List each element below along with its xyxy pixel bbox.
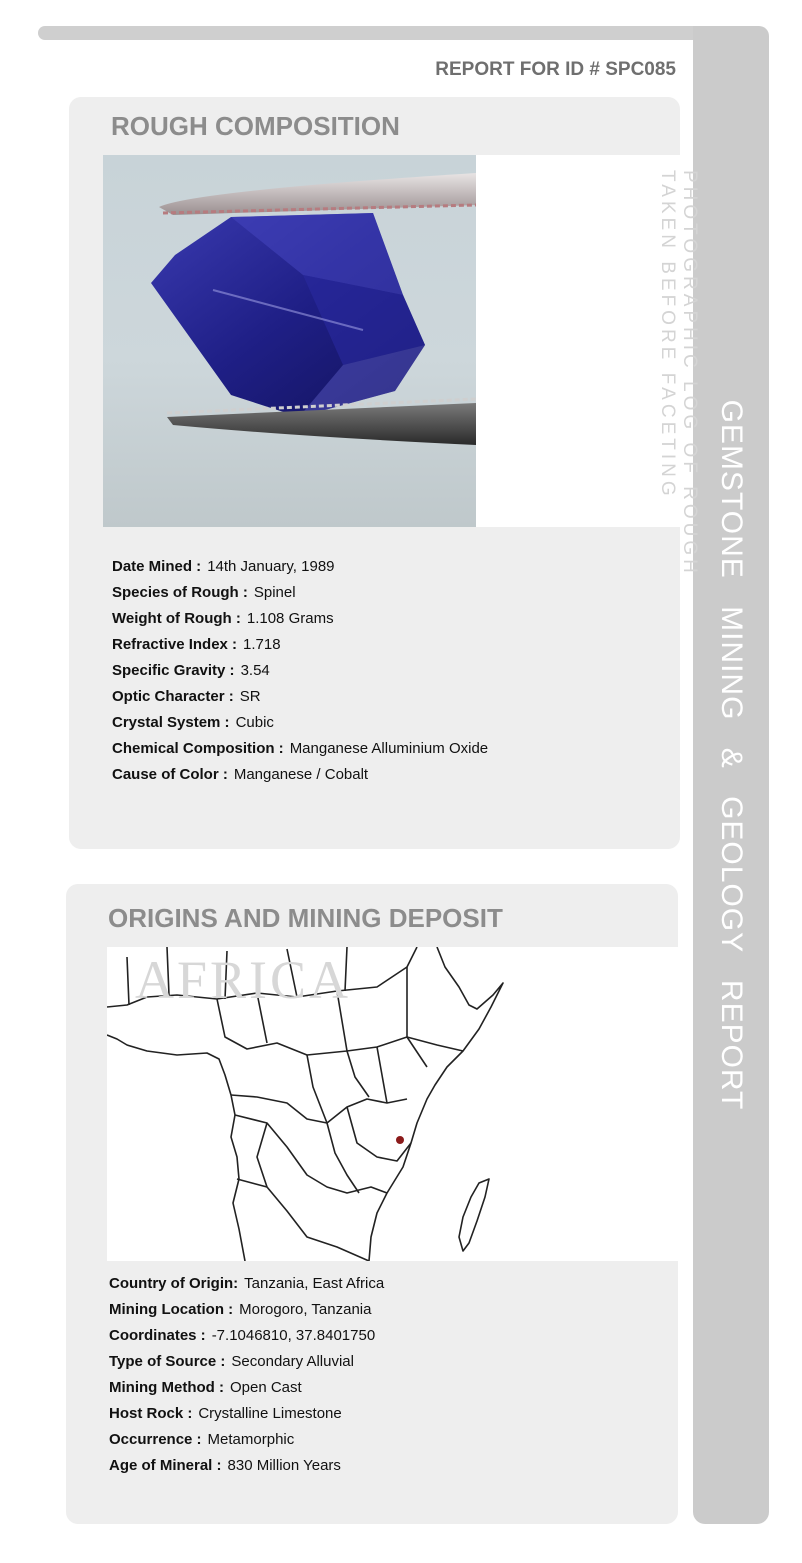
field-label: Specific Gravity : (112, 662, 235, 679)
field-host-rock (109, 1405, 384, 1431)
field-label: Host Rock : (109, 1405, 193, 1422)
field-optic-character (112, 688, 488, 714)
field-coordinates (109, 1327, 384, 1353)
field-value: Manganese Alluminium Oxide (289, 740, 489, 757)
gem-photo-illustration (103, 155, 476, 527)
rough-fields-list (112, 558, 488, 792)
report-id-label: REPORT FOR ID # SPC085 (435, 59, 676, 80)
rough-composition-panel (69, 97, 700, 849)
map-label: AFRICA (135, 950, 352, 1010)
field-value: Morogoro, Tanzania (239, 1301, 372, 1318)
field-occurrence (109, 1431, 384, 1457)
field-label: Species of Rough : (112, 584, 248, 601)
field-species (112, 584, 488, 610)
rough-gem-photo (103, 155, 476, 527)
field-value: 3.54 (240, 662, 270, 679)
field-value: 1.108 Grams (246, 610, 334, 627)
photo-caption: PHOTOGRAPHIC LOG OF ROUGH TAKEN BEFORE FACETING (657, 170, 700, 577)
field-label: Age of Mineral : (109, 1457, 222, 1474)
field-label: Occurrence : (109, 1431, 202, 1448)
field-refractive-index (112, 636, 488, 662)
origins-panel (66, 884, 678, 1524)
field-label: Chemical Composition : (112, 740, 284, 757)
field-label: Mining Location : (109, 1301, 234, 1318)
field-country-of-origin (109, 1275, 384, 1301)
field-cause-of-color (112, 766, 488, 792)
field-label: Date Mined : (112, 558, 202, 575)
field-chemical-composition (112, 740, 488, 766)
origins-title: ORIGINS AND MINING DEPOSIT (108, 903, 503, 933)
photo-caption-area (476, 155, 680, 527)
field-value: SR (239, 688, 261, 705)
field-label: Cause of Color : (112, 766, 228, 783)
mining-location-marker (396, 1136, 404, 1144)
field-value: Metamorphic (207, 1431, 295, 1448)
field-label: Country of Origin: (109, 1275, 239, 1292)
field-value: Crystalline Limestone (198, 1405, 342, 1422)
field-value: Spinel (253, 584, 296, 601)
field-crystal-system (112, 714, 488, 740)
side-title: GEMSTONE MINING & GEOLOGY REPORT (715, 399, 748, 1111)
field-value: Tanzania, East Africa (244, 1275, 385, 1292)
field-label: Mining Method : (109, 1379, 224, 1396)
field-age-of-mineral (109, 1457, 384, 1483)
field-date-mined (112, 558, 488, 584)
africa-map (107, 947, 678, 1261)
field-label: Coordinates : (109, 1327, 206, 1344)
field-value: Open Cast (229, 1379, 302, 1396)
field-type-of-source (109, 1353, 384, 1379)
top-header-bar (38, 26, 738, 40)
field-value: Manganese / Cobalt (233, 766, 369, 783)
field-label: Refractive Index : (112, 636, 238, 653)
field-weight (112, 610, 488, 636)
field-mining-method (109, 1379, 384, 1405)
field-value: Cubic (235, 714, 274, 731)
field-label: Weight of Rough : (112, 610, 241, 627)
field-label: Type of Source : (109, 1353, 226, 1370)
field-value: 1.718 (243, 636, 281, 653)
field-specific-gravity (112, 662, 488, 688)
field-label: Optic Character : (112, 688, 234, 705)
field-mining-location (109, 1301, 384, 1327)
field-value: 830 Million Years (227, 1457, 341, 1474)
field-value: 14th January, 1989 (207, 558, 335, 575)
field-value: Secondary Alluvial (231, 1353, 354, 1370)
field-value: -7.1046810, 37.8401750 (211, 1327, 376, 1344)
origin-fields-list (109, 1275, 384, 1483)
field-label: Crystal System : (112, 714, 230, 731)
rough-composition-title: ROUGH COMPOSITION (111, 111, 400, 141)
